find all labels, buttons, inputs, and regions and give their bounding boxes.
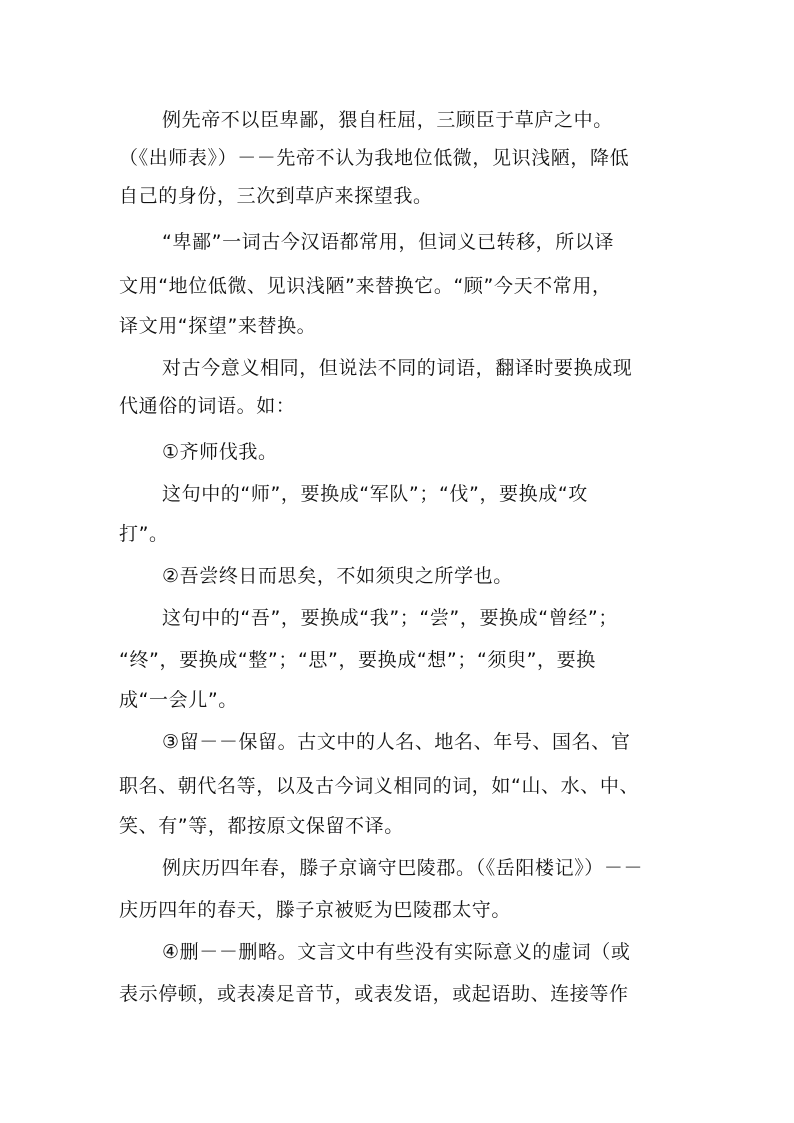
text-line: 对古今意义相同，但说法不同的词语，翻译时要换成现 — [162, 357, 633, 379]
text-line: 文用“地位低微、见识浅陋”来替换它。“顾”今天不常用， — [119, 275, 612, 297]
text-line: 例庆历四年春，滕子京谪守巴陵郡。（《岳阳楼记》）－－ — [162, 857, 644, 879]
text-line: 例先帝不以臣卑鄙，猥自枉屈，三顾臣于草庐之中。 — [162, 109, 613, 131]
text-line: ④删－－删略。文言文中有些没有实际意义的虚词（或 — [162, 941, 631, 963]
text-line: 这句中的“师”，要换成“军队”；“伐”，要换成“攻 — [162, 483, 588, 505]
text-line: （《出师表》）－－先帝不认为我地位低微，见识浅陋，降低 — [119, 147, 630, 169]
text-line: 译文用“探望”来替换。 — [119, 315, 317, 337]
text-line: 这句中的“吾”，要换成“我”；“尝”，要换成“曾经”； — [162, 607, 618, 629]
text-line: 自己的身份，三次到草庐来探望我。 — [119, 185, 433, 207]
text-line: ①齐师伐我。 — [162, 441, 278, 463]
text-line: ②吾尝终日而思矣，不如须臾之所学也。 — [162, 565, 513, 587]
text-line: 代通俗的词语。如： — [119, 395, 296, 417]
text-line: 表示停顿，或表凑足音节，或表发语，或起语助、连接等作 — [119, 983, 629, 1005]
text-line: “终”，要换成“整”；“思”，要换成“想”；“须臾”，要换 — [119, 649, 596, 671]
text-line: 职名、朝代名等，以及古今词义相同的词，如“山、水、中、 — [119, 775, 640, 797]
text-line: 成“一会儿”。 — [119, 689, 238, 711]
text-line: 庆历四年的春天，滕子京被贬为巴陵郡太守。 — [119, 899, 512, 921]
text-line: “卑鄙”一词古今汉语都常用，但词义已转移，所以译 — [162, 231, 615, 253]
text-line: 打”。 — [119, 523, 169, 545]
text-line: 笑、有”等，都按原文保留不译。 — [119, 815, 404, 837]
text-line: ③留－－保留。古文中的人名、地名、年号、国名、官 — [162, 731, 631, 753]
